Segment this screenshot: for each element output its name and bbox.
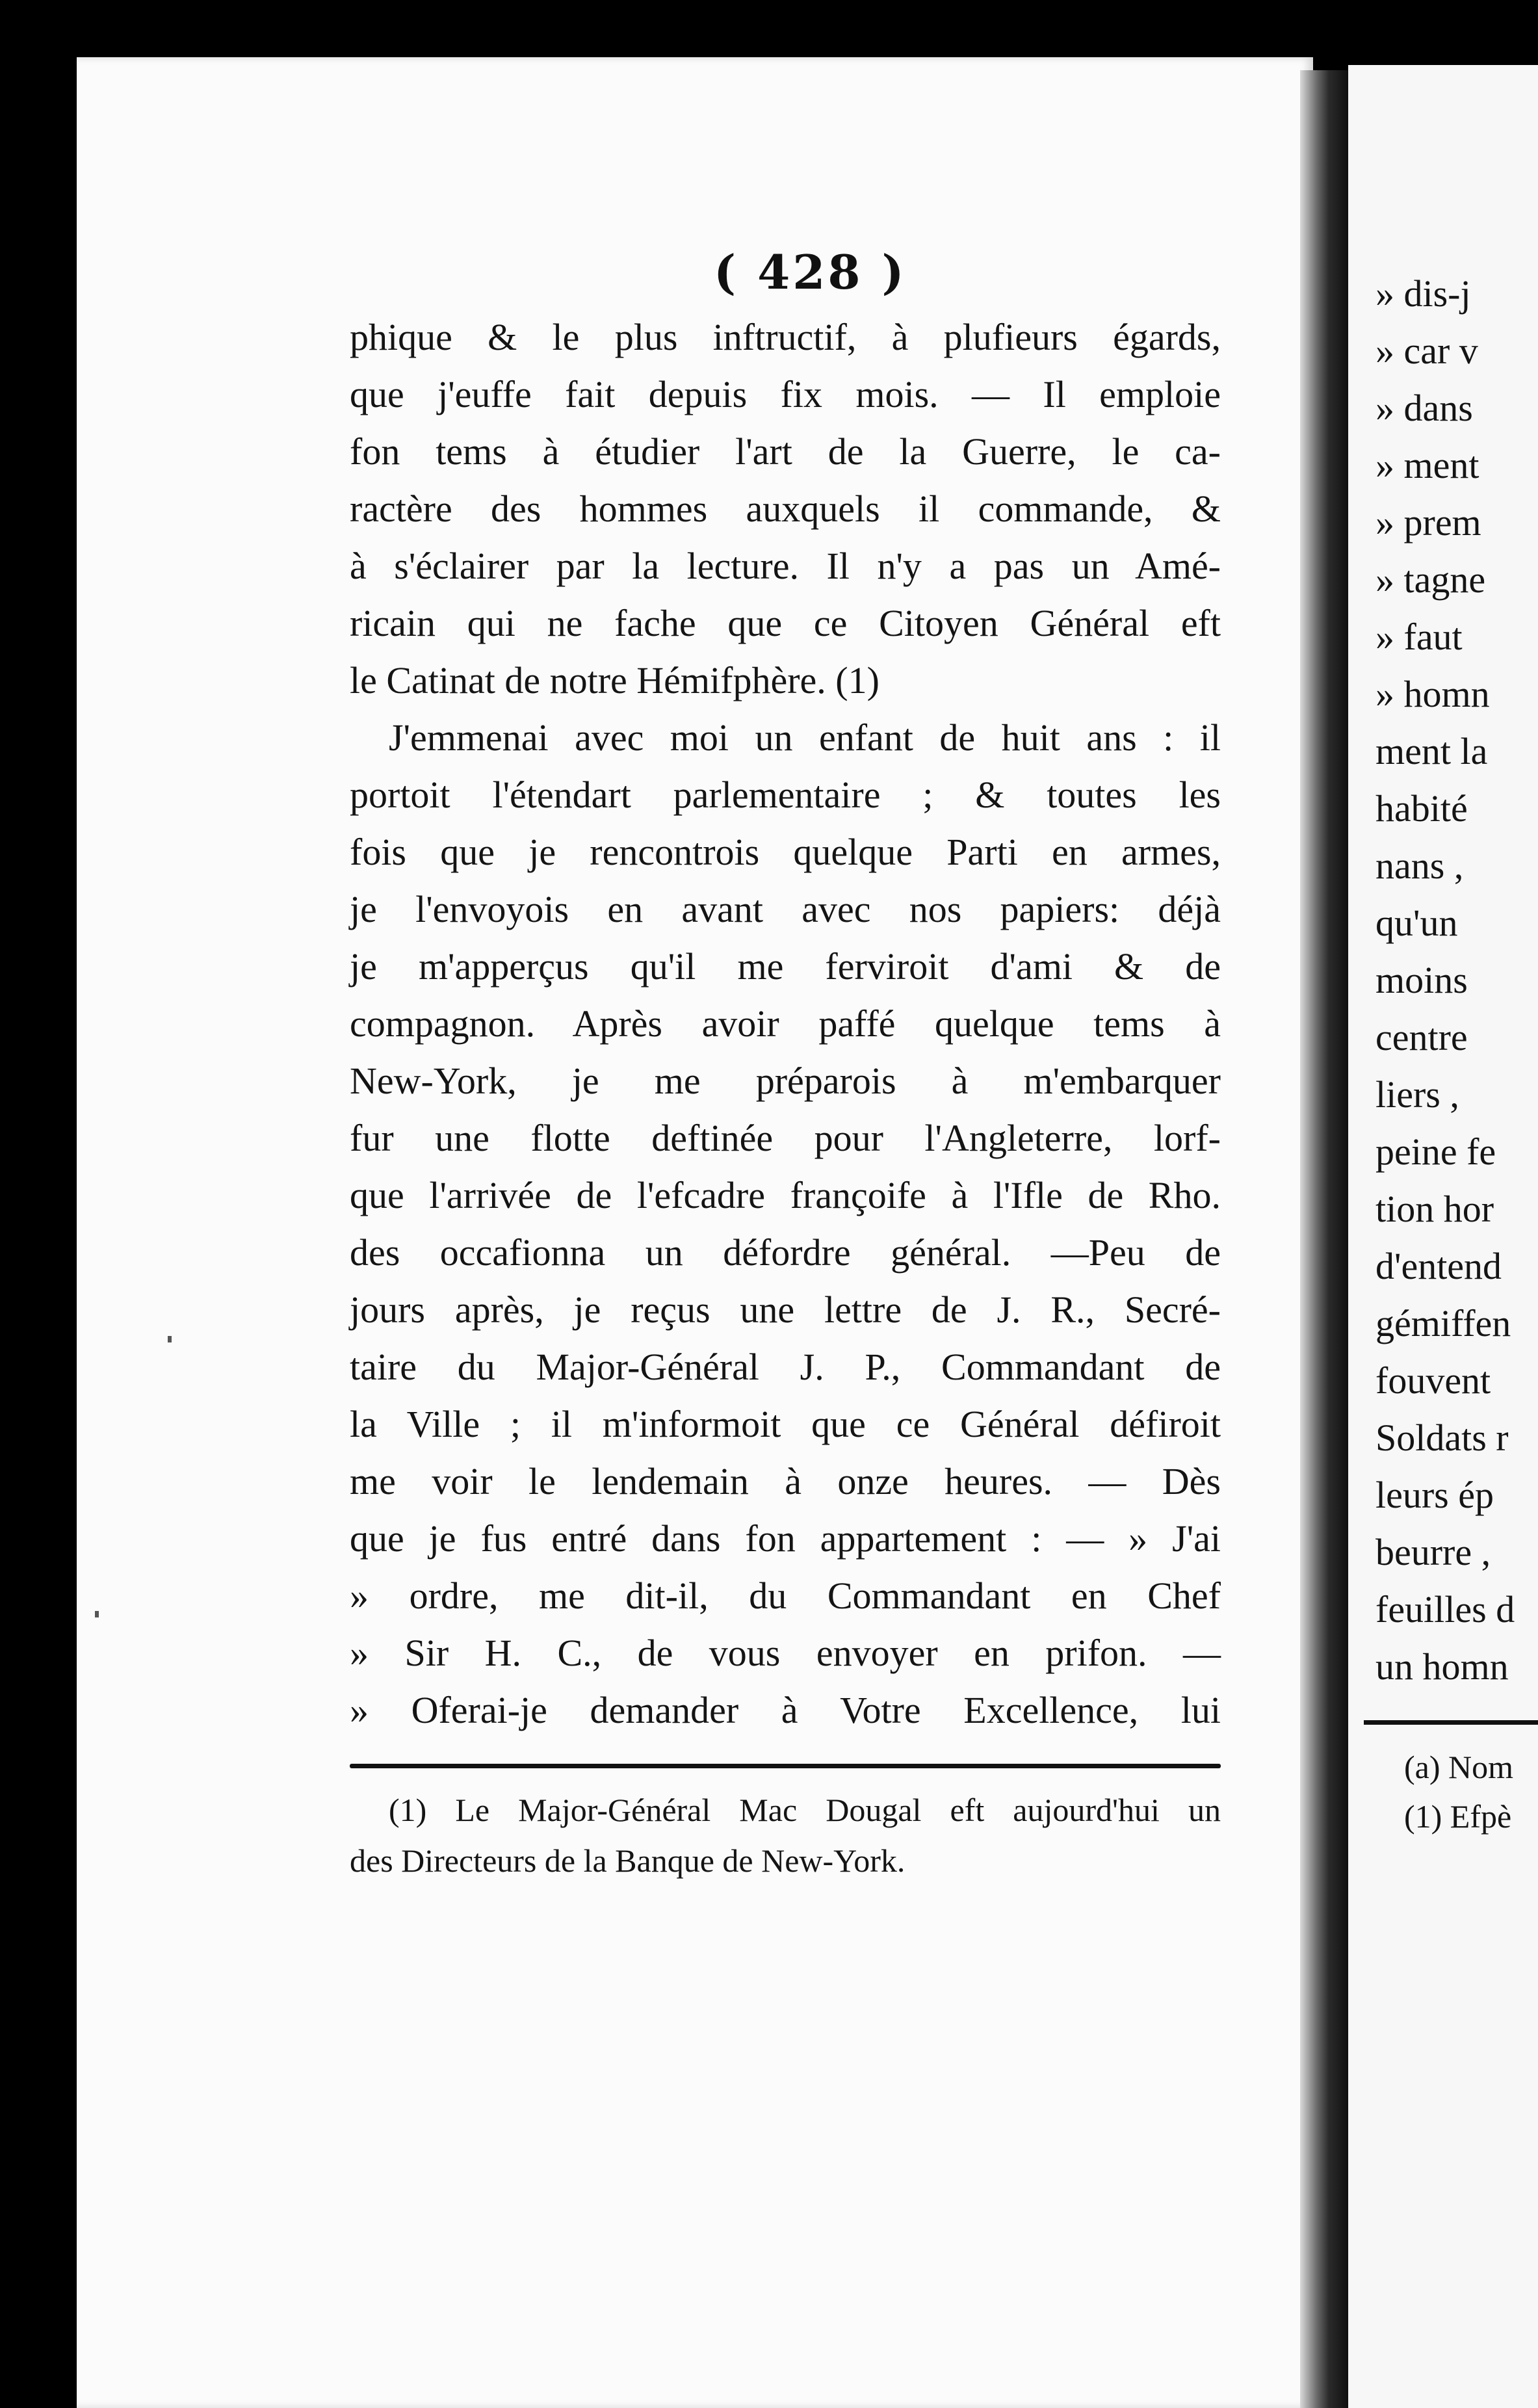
right-footnote-rule (1364, 1720, 1538, 1725)
footnote-rule (350, 1764, 1221, 1768)
text-line: fouvent (1375, 1359, 1491, 1402)
text-line: gémiffen (1375, 1302, 1511, 1344)
text-line: moins (1375, 959, 1468, 1001)
text-line: J'emmenai avec moi un enfant de huit ans : il (389, 716, 1221, 759)
main-text (350, 309, 1221, 1739)
text-line: jours après, je reçus une lettre de J. R., Secré- (350, 1289, 1221, 1331)
text-line: ment la (1375, 730, 1488, 772)
footnote-line: (1) Efpè (1404, 1798, 1512, 1835)
text-line: d'entend (1375, 1245, 1502, 1287)
text-line: fon tems à étudier l'art de la Guerre, le ca- (350, 430, 1221, 473)
text-line: » homn (1375, 673, 1490, 715)
scan-speck (95, 1611, 99, 1617)
right-page-text (1375, 265, 1538, 1695)
text-line: tion hor (1375, 1188, 1494, 1230)
text-line: » car v (1375, 330, 1478, 372)
text-line: » prem (1375, 501, 1481, 543)
text-line: que l'arrivée de l'efcadre françoife à l'Ifle de Rho. (350, 1174, 1221, 1216)
footnote (350, 1785, 1221, 1886)
text-line: phique & le plus inftructif, à plufieurs égards, (350, 316, 1221, 358)
text-line: » ment (1375, 444, 1479, 486)
text-line: je l'envoyois en avant avec nos papiers: déjà (350, 888, 1221, 930)
text-line: que je fus entré dans fon appartement : — » J'ai (350, 1517, 1221, 1560)
text-line: habité (1375, 787, 1468, 830)
text-line: » ordre, me dit-il, du Commandant en Chef (350, 1575, 1221, 1617)
text-line: je m'apperçus qu'il me ferviroit d'ami & de (350, 945, 1221, 988)
page-number: ( 428 ) (714, 244, 907, 300)
text-line: compagnon. Après avoir paffé quelque tems à (350, 1002, 1221, 1045)
text-line: liers , (1375, 1073, 1459, 1116)
text-line: taire du Major-Général J. P., Commandant de (350, 1346, 1221, 1388)
footnote-line: (1) Le Major-Général Mac Dougal eft aujourd'hui un (389, 1792, 1221, 1828)
text-line: Soldats r (1375, 1417, 1509, 1459)
text-line: feuilles d (1375, 1588, 1515, 1630)
footnote-line: des Directeurs de la Banque de New-York. (350, 1842, 906, 1879)
text-line: New-York, je me préparois à m'embarquer (350, 1060, 1221, 1102)
text-line: le Catinat de notre Hémifphère. (1) (350, 659, 880, 701)
text-line: » Oferai-je demander à Votre Excellence, lui (350, 1689, 1221, 1731)
book-gutter (1300, 70, 1348, 2408)
scan-speck (168, 1336, 172, 1342)
text-line: un homn (1375, 1645, 1509, 1688)
text-line: à s'éclairer par la lecture. Il n'y a pas un Amé- (350, 545, 1221, 587)
text-line: » dans (1375, 387, 1473, 429)
text-line: beurre , (1375, 1531, 1491, 1573)
text-line: leurs ép (1375, 1474, 1494, 1516)
footnote-line: (a) Nom (1404, 1749, 1513, 1785)
text-line: des occafionna un défordre général. —Peu de (350, 1231, 1221, 1274)
text-line: nans , (1375, 844, 1464, 887)
text-line: » faut (1375, 616, 1463, 658)
text-line: peine fe (1375, 1131, 1496, 1173)
text-line: ricain qui ne fache que ce Citoyen Général eft (350, 602, 1221, 644)
text-line: qu'un (1375, 902, 1458, 944)
text-line: portoit l'étendart parlementaire ; & toutes les (350, 774, 1221, 816)
text-line: la Ville ; il m'informoit que ce Général défiroit (350, 1403, 1221, 1445)
text-line: centre (1375, 1016, 1468, 1058)
text-line: que j'euffe fait depuis fix mois. — Il emploie (350, 373, 1221, 415)
text-line: me voir le lendemain à onze heures. — Dès (350, 1460, 1221, 1502)
text-line: fur une flotte deftinée pour l'Angleterre, lorf- (350, 1117, 1221, 1159)
right-page-footnotes (1404, 1742, 1538, 1841)
text-line: » Sir H. C., de vous envoyer en prifon. — (350, 1632, 1221, 1674)
text-line: ractère des hommes auxquels il commande, & (350, 488, 1221, 530)
text-line: » tagne (1375, 558, 1486, 601)
text-line: fois que je rencontrois quelque Parti en armes, (350, 831, 1221, 873)
text-line: » dis-j (1375, 272, 1471, 315)
